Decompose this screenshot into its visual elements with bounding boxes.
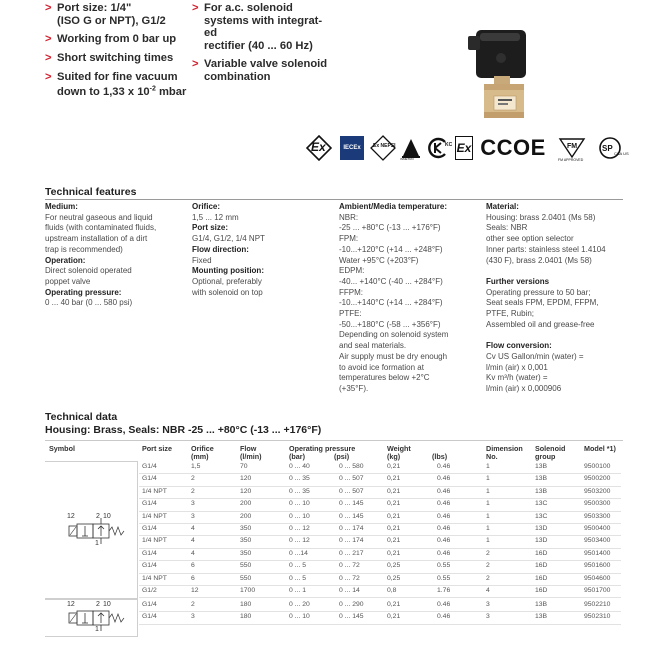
cell-kg: 0,21 [387,537,401,545]
feature-heading: Operation: [45,255,86,265]
cell-model: 9503300 [584,512,611,520]
table-row [139,535,621,548]
symbol-port-label: 1 [95,540,99,547]
symbol-port-label: 2 [96,601,100,608]
cell-bar: 0 ... 12 [289,537,310,545]
cell-bar: 0 ...14 [289,549,308,557]
svg-text:FM: FM [567,143,578,150]
col-header-dimension: Dimension No. [486,444,523,462]
cell-sol: 13B [535,475,548,483]
cell-sol: 13B [535,601,548,608]
cell-psi: 0 ... 174 [339,525,364,532]
cell-dim: 3 [486,601,490,608]
cell-psi: 0 ... 580 [339,463,364,470]
cell-model: 9502310 [584,613,611,621]
bullet-item: > Suited for fine vacuum down to 1,33 x $10^{-2}$ mbar [45,70,187,98]
cell-dim: 1 [486,475,490,483]
cell-orifice: 2 [191,487,195,495]
inmetro-icon: INMETRO [400,134,422,162]
cell-lbs: 0.46 [437,537,451,545]
feature-heading: Material: [486,202,519,211]
cell-kg: 0,21 [387,525,401,532]
cell-bar: 0 ... 5 [289,562,307,570]
col-header-orifice: Orifice (mm) [191,444,214,462]
cell-port: 1/4 NPT [142,512,167,520]
feature-text: Operating pressure to 50 bar; Seat seals FPM, EPDM, FFPM, PTFE, Rubin; Assembled oil and grease-free [486,287,599,329]
ex-box-icon: Ex [455,134,473,162]
cell-kg: 0,25 [387,574,401,582]
feature-heading: Further versions [486,276,550,286]
cell-flow: 120 [240,487,252,495]
cell-flow: 200 [240,500,252,508]
table-row [139,573,621,586]
cell-port: G1/4 [142,475,157,483]
cell-port: 1/4 NPT [142,574,167,582]
svg-text:SP: SP [602,144,613,153]
cell-sol: 16D [535,574,548,582]
feature-heading: Orifice: [192,202,221,211]
col-header-lbs: (lbs) [432,452,448,462]
cell-lbs: 0.46 [437,475,451,483]
cell-kg: 0,21 [387,475,401,483]
cell-model: 9503400 [584,537,611,545]
cell-dim: 1 [486,500,490,508]
bullet-item: > Variable valve solenoid combination [192,58,328,83]
cell-kg: 0,21 [387,512,401,520]
col-header-weight: Weight (kg) [387,444,411,462]
cell-flow: 350 [240,537,252,545]
fm-approved-icon: FM FM APPROVED [555,134,589,162]
feature-heading: Port size: [192,223,229,233]
feature-heading: Ambient/Media temperature: [339,202,448,211]
cell-lbs: 0.46 [437,512,451,520]
feature-text: G1/4, G1/2, 1/4 NPT [192,234,265,244]
cell-orifice: 4 [191,537,195,545]
atex-ex-icon: Ex [305,134,333,162]
cell-port: 1/4 NPT [142,537,167,545]
feature-text: 1,5 ... 12 mm [192,212,239,222]
cell-bar: 0 ... 5 [289,574,307,582]
technical-data-subtitle: Housing: Brass, Seals: NBR -25 ... +80°C (-13 ... +176°F) [45,424,322,436]
cell-sol: 13C [535,500,548,508]
symbol-port-label: 1 [95,626,99,633]
features-column-4 [486,202,626,395]
cell-sol: 13D [535,525,548,532]
table-row [139,560,621,573]
col-header-pressure: Operating pressure (bar) [289,444,356,462]
table-row [139,585,621,598]
cell-bar: 0 ... 12 [289,525,310,532]
cell-port: G1/4 [142,500,157,508]
cell-flow: 200 [240,512,252,520]
cell-dim: 1 [486,487,490,495]
cell-psi: 0 ... 145 [339,500,364,508]
cell-orifice: 4 [191,549,195,557]
cell-bar: 0 ... 1 [289,587,307,594]
feature-text: Fixed [192,255,212,265]
cell-dim: 1 [486,525,490,532]
feature-heading: Mounting position: [192,266,264,276]
arrow-icon: > [45,51,52,64]
feature-heading: Operating pressure: [45,287,122,297]
cell-psi: 0 ... 145 [339,613,364,621]
cell-orifice: 12 [191,587,199,594]
feature-text: 0 ... 40 bar (0 ... 580 psi) [45,298,133,308]
arrow-icon: > [45,70,52,83]
cell-port: 1/4 NPT [142,487,167,495]
table-row [139,511,621,524]
table-row [139,486,621,499]
cell-port: G1/4 [142,601,157,608]
cell-model: 9501400 [584,549,611,557]
cell-kg: 0,21 [387,463,401,470]
cell-orifice: 6 [191,574,195,582]
cell-kg: 0,8 [387,587,397,594]
cell-model: 9500400 [584,525,611,532]
cell-flow: 350 [240,549,252,557]
cell-kg: 0,21 [387,601,401,608]
cell-orifice: 3 [191,500,195,508]
table-row [139,599,621,612]
col-header-model: Model *1) [584,444,616,453]
cell-port: G1/4 [142,613,157,621]
feature-heading: Medium: [45,202,78,211]
cell-port: G1/4 [142,463,157,470]
table-row [139,461,621,474]
kc-mark-icon: KC [427,134,449,162]
cell-orifice: 3 [191,512,195,520]
table-row [139,473,621,486]
feature-text: Housing: brass 2.0401 (Ms 58) Seals: NBR other see option selector Inner parts: stainless steel 1.4104 (430 F), brass 2.0401 (Ms 58) [486,212,606,265]
solenoid-valve-image [468,28,538,123]
divider [45,199,623,200]
cell-port: G1/2 [142,587,157,594]
cell-model: 9502210 [584,601,611,608]
symbol-port-label: 10 [103,601,111,608]
cell-dim: 3 [486,613,490,621]
cell-model: 9501600 [584,562,611,570]
cell-psi: 0 ... 72 [339,574,360,582]
cell-bar: 0 ... 35 [289,475,310,483]
symbol-port-label: 10 [103,513,111,520]
cell-dim: 1 [486,512,490,520]
cell-dim: 2 [486,574,490,582]
cell-dim: 4 [486,587,490,594]
cell-dim: 1 [486,537,490,545]
col-header-psi: (psi) [334,452,350,462]
csa-icon: SP CSA US [594,134,626,162]
feature-bullets-right [192,2,327,89]
cell-flow: 550 [240,574,252,582]
cell-lbs: 0.46 [437,613,451,621]
cell-sol: 13D [535,537,548,545]
cell-sol: 13C [535,512,548,520]
cell-sol: 13B [535,613,548,621]
cell-sol: 13B [535,463,548,470]
feature-text: Cv US Gallon/min (water) = l/min (air) x 0,001 Kv m³/h (water) = l/min (air) x 0,000906 [486,351,584,393]
symbol-port-label: 12 [67,601,75,608]
features-column-1 [45,202,185,309]
cell-orifice: 1,5 [191,463,201,470]
cell-model: 9500100 [584,463,611,470]
table-row [139,523,621,536]
col-header-symbol: Symbol [49,444,75,453]
cell-dim: 2 [486,562,490,570]
cell-lbs: 0.46 [437,525,451,532]
table-row [139,611,621,624]
cell-port: G1/4 [142,562,157,570]
divider [45,440,623,441]
ccoe-logo: CCOE [480,135,546,160]
cell-bar: 0 ... 35 [289,487,310,495]
cell-bar: 0 ... 20 [289,601,310,608]
arrow-icon: > [192,2,199,14]
cell-orifice: 4 [191,525,195,532]
feature-text: NBR: -25 ... +80°C (-13 ... +176°F) FPM: -10...+120°C (+14 ... +248°F) Water +95°C (+203°F) EDPM: -40... +140°C (-40 ... +284°F) FFPM: -10...+140°C (+14 ... +284°F) PTFE: -50...+180°C (-58 ... +356°F) Depending on solenoid system and seal materials. Air supply must be dry enough to avoid ice formation at temperatures below +2°C (+35°F). [339,212,449,393]
nepsi-icon: Ex NEPSI [370,134,396,162]
cell-psi: 0 ... 507 [339,475,364,483]
symbol-cell [45,599,138,637]
arrow-icon: > [45,2,52,14]
cell-lbs: 0.46 [437,500,451,508]
symbol-cell [45,461,138,599]
feature-text: Optional, preferably with solenoid on top [192,276,263,297]
arrow-icon: > [45,33,52,46]
cell-bar: 0 ... 10 [289,613,310,621]
cell-model: 9504600 [584,574,611,582]
cell-sol: 16D [535,587,548,594]
cell-orifice: 3 [191,613,195,621]
table-row [139,498,621,511]
certification-logos [305,134,630,164]
cell-lbs: 0.46 [437,463,451,470]
cell-sol: 13B [535,487,548,495]
features-column-2 [192,202,332,298]
cell-port: G1/4 [142,549,157,557]
feature-bullets-left [45,2,186,104]
cell-bar: 0 ... 10 [289,500,310,508]
cell-sol: 16D [535,562,548,570]
cell-model: 9500300 [584,500,611,508]
col-header-solenoid: Solenoid group [535,444,566,462]
cell-psi: 0 ... 145 [339,512,364,520]
cell-lbs: 0.46 [437,549,451,557]
cell-flow: 70 [240,463,248,470]
cell-lbs: 0.55 [437,574,451,582]
cell-psi: 0 ... 174 [339,537,364,545]
table-row [139,548,621,561]
col-header-port: Port size [142,444,172,453]
cell-model: 9500200 [584,475,611,483]
bullet-item: > Port size: 1/4" (ISO G or NPT), G1/2 [45,2,166,27]
cell-bar: 0 ... 10 [289,512,310,520]
cell-psi: 0 ... 290 [339,601,364,608]
cell-lbs: 0.46 [437,601,451,608]
technical-features-title: Technical features [45,186,137,198]
symbol-port-label: 12 [67,513,75,520]
bullet-item: > Short switching times [45,51,174,64]
feature-heading: Flow conversion: [486,341,552,351]
cell-flow: 180 [240,601,252,608]
cell-kg: 0,21 [387,549,401,557]
cell-kg: 0,21 [387,500,401,508]
cell-sol: 16D [535,549,548,557]
cell-kg: 0,21 [387,613,401,621]
cell-orifice: 6 [191,562,195,570]
bullet-item: > Working from 0 bar up [45,33,177,46]
features-column-3 [339,202,479,395]
symbol-port-label: 2 [96,513,100,520]
cell-port: G1/4 [142,525,157,532]
technical-data-title: Technical data [45,411,118,423]
cell-kg: 0,21 [387,487,401,495]
cell-flow: 350 [240,525,252,532]
cell-flow: 1700 [240,587,256,594]
cell-flow: 120 [240,475,252,483]
cell-kg: 0,25 [387,562,401,570]
feature-text: Direct solenoid operated poppet valve [45,266,132,286]
cell-psi: 0 ... 217 [339,549,364,557]
cell-model: 9501700 [584,587,611,594]
cell-orifice: 2 [191,601,195,608]
cell-dim: 2 [486,549,490,557]
cell-psi: 0 ... 72 [339,562,360,570]
cell-lbs: 0.46 [437,487,451,495]
cell-dim: 1 [486,463,490,470]
iecex-icon: IECEx [339,134,365,162]
feature-text: For neutral gaseous and liquid fluids (with contaminated fluids, upstream installation of a dirt trap is recommended) [45,212,157,254]
arrow-icon: > [192,58,199,71]
cell-bar: 0 ... 40 [289,463,310,470]
cell-model: 9503200 [584,487,611,495]
bullet-item: > For a.c. solenoid systems with integrat- ed rectifier (40 ... 60 Hz) [192,2,323,52]
cell-flow: 180 [240,613,252,621]
cell-orifice: 2 [191,475,195,483]
cell-flow: 550 [240,562,252,570]
cell-lbs: 1.76 [437,587,451,594]
col-header-flow: Flow (l/min) [240,444,262,462]
cell-psi: 0 ... 507 [339,487,364,495]
feature-heading: Flow direction: [192,244,249,254]
cell-psi: 0 ... 14 [339,587,360,594]
cell-lbs: 0.55 [437,562,451,570]
